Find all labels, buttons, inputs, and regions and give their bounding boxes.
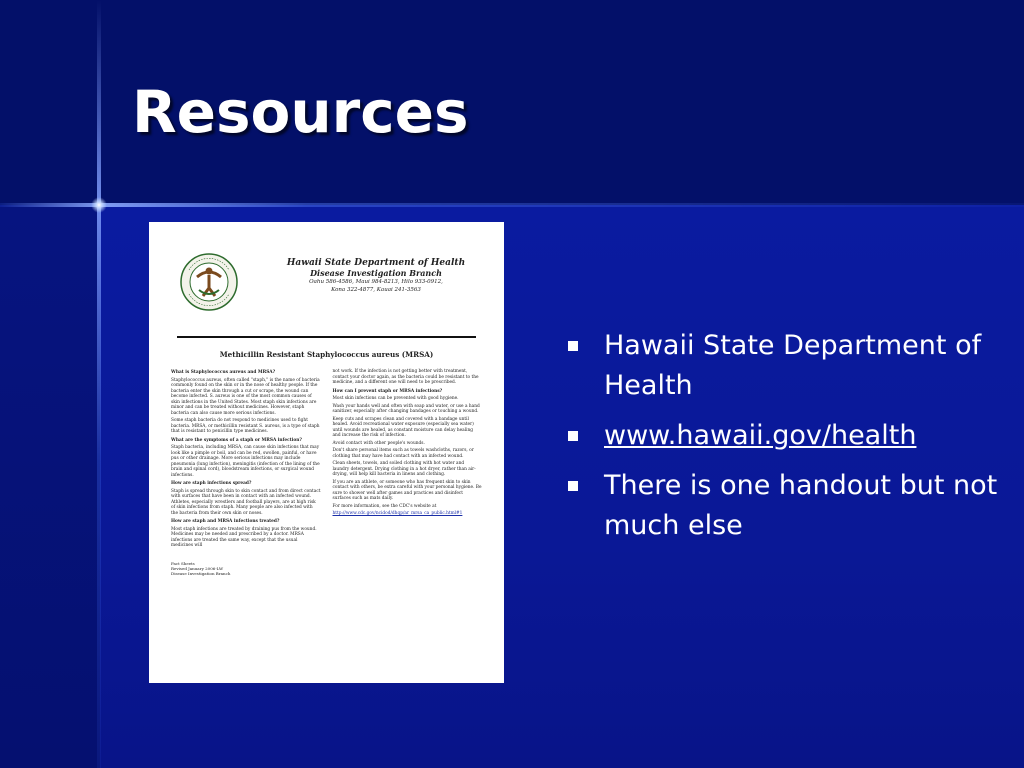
handout-question: How are staph infections spread? <box>171 481 252 486</box>
phone-line-2: Kona 322-4877, Kauai 241-3563 <box>331 287 421 293</box>
handout-columns <box>171 367 482 549</box>
handout-paragraph: For more information, see the CDC's website at <box>332 503 437 509</box>
health-website-link[interactable]: www.hawaii.gov/health <box>604 420 917 451</box>
phone-line-1: Oahu 586-4586, Maui 984-8213, Hilo 933-0912, <box>309 279 443 285</box>
bullet-item <box>566 466 1006 546</box>
bullet-text: Hawaii State Department of Health <box>604 330 982 401</box>
bullet-list <box>566 326 1006 556</box>
handout-paragraph: Most staph infections are treated by draining pus from the wound. Medicines may be needed and prescribed by a doctor. MRSA infections are treated the same way, except that the usual medicines will <box>171 526 317 548</box>
handout-question: How can I prevent staph or MRSA infections? <box>332 388 443 394</box>
handout-question: How are staph and MRSA infections treated? <box>171 519 280 524</box>
handout-paragraph: If you are an athlete, or someone who has frequent skin to skin contact with others, be extra careful with your personal hygiene. Be sure to shower well after games and practices and disinfect surfaces such as mats daily. <box>332 479 482 501</box>
handout-right-column <box>333 367 483 549</box>
sparkle-decoration <box>91 197 107 213</box>
handout-paragraph: Staph is spread through skin to skin contact and from direct contact with surfaces that have been in contact with an infected wound. Athletes, especially wrestlers and football players, are at high risk of skin infections from staph. Many people are also infected with the bacteria from their own skin or noses. <box>171 488 321 516</box>
horizontal-accent-line <box>0 203 1024 207</box>
handout-paragraph: Staphylococcus aureus, often called "staph," is the name of bacteria commonly found on the skin or in the nose of healthy people. If the bacteria enter the skin through a cut or scrape, the wound can become infected. S. aureus is one of the most common causes of skin infections in the United States. Most staph skin infections are minor and can be treated without medicines. However, staph bacteria can also cause more serious infections. <box>171 377 320 416</box>
footer-line-1: Fact Sheets <box>171 560 195 566</box>
handout-paragraph: not work. If the infection is not getting better with treatment, contact your doctor again, as the bacteria could be resistant to the medicine, and a different one will need to be prescribed. <box>332 369 479 385</box>
bullet-square-icon <box>568 431 578 441</box>
header-rule <box>177 336 476 338</box>
handout-paragraph: Most skin infections can be prevented with good hygiene. <box>332 396 459 401</box>
footer-line-3: Disease Investigation Branch <box>171 570 231 576</box>
handout-title: Methicillin Resistant Staphylococcus aureus (MRSA) <box>219 350 434 359</box>
handout-question: What are the symptoms of a staph or MRSA infection? <box>171 437 302 443</box>
handout-footer <box>171 561 482 576</box>
bullet-square-icon <box>568 481 578 491</box>
handout-paragraph: Clean sheets, towels, and soiled clothing with hot water and laundry detergent. Drying clothing in a hot dryer, rather than air-drying, will help kill bacteria in linens and clothing. <box>332 461 476 477</box>
branch-name: Disease Investigation Branch <box>310 268 442 278</box>
agency-name: Hawaii State Department of Health <box>286 258 466 268</box>
cdc-link[interactable]: http://www.cdc.gov/ncidod/dhqp/ar_mrsa_ca_public.html#1 <box>332 511 463 516</box>
handout-paragraph: Some staph bacteria do not respond to medicines used to fight bacteria. MRSA, or methicillin resistant S. aureus, is a type of staph that is resistant to penicillin type medicines. <box>171 418 320 434</box>
bullet-item <box>566 326 1006 406</box>
handout-header <box>171 248 482 316</box>
handout-question: What is Staphylococcus aureus and MRSA? <box>171 370 276 375</box>
left-strip <box>0 205 100 768</box>
footer-line-2: Revised January 2006-LW <box>171 565 224 571</box>
handout-paragraph: Wash your hands well and often with soap and water, or use a hand sanitizer, especially after changing bandages or touching a wound. <box>332 403 480 414</box>
handout-paragraph: Keep cuts and scrapes clean and covered with a bandage until healed. Avoid recreational water exposure (especially sea water) until wounds are healed, as constant moisture can delay healing and increase the risk of infection. <box>332 416 474 438</box>
handout-image <box>149 222 504 683</box>
bullet-text: There is one handout but not much else <box>604 470 998 541</box>
handout-paragraph: Avoid contact with other people's wounds. <box>332 440 425 446</box>
handout-paragraph: Don't share personal items such as towels washcloths, razors, or clothing that may have had contact with an infected wound. <box>332 448 474 459</box>
agency-block <box>261 258 491 294</box>
bullet-item[interactable] <box>566 416 1006 456</box>
bullet-square-icon <box>568 341 578 351</box>
handout-paragraph: Staph bacteria, including MRSA, can cause skin infections that may look like a pimple or boil, and can be red, swollen, painful, or have pus or other drainage. More serious infections may include pneumonia (lung infection), meningitis (infection of the lining of the brain and spinal cord), bloodstream infections, or surgical wound infections. <box>171 445 320 478</box>
handout-left-column <box>171 367 321 549</box>
health-seal-logo <box>179 252 239 312</box>
vertical-accent-line <box>97 0 101 768</box>
slide-title: Resources <box>132 78 469 146</box>
